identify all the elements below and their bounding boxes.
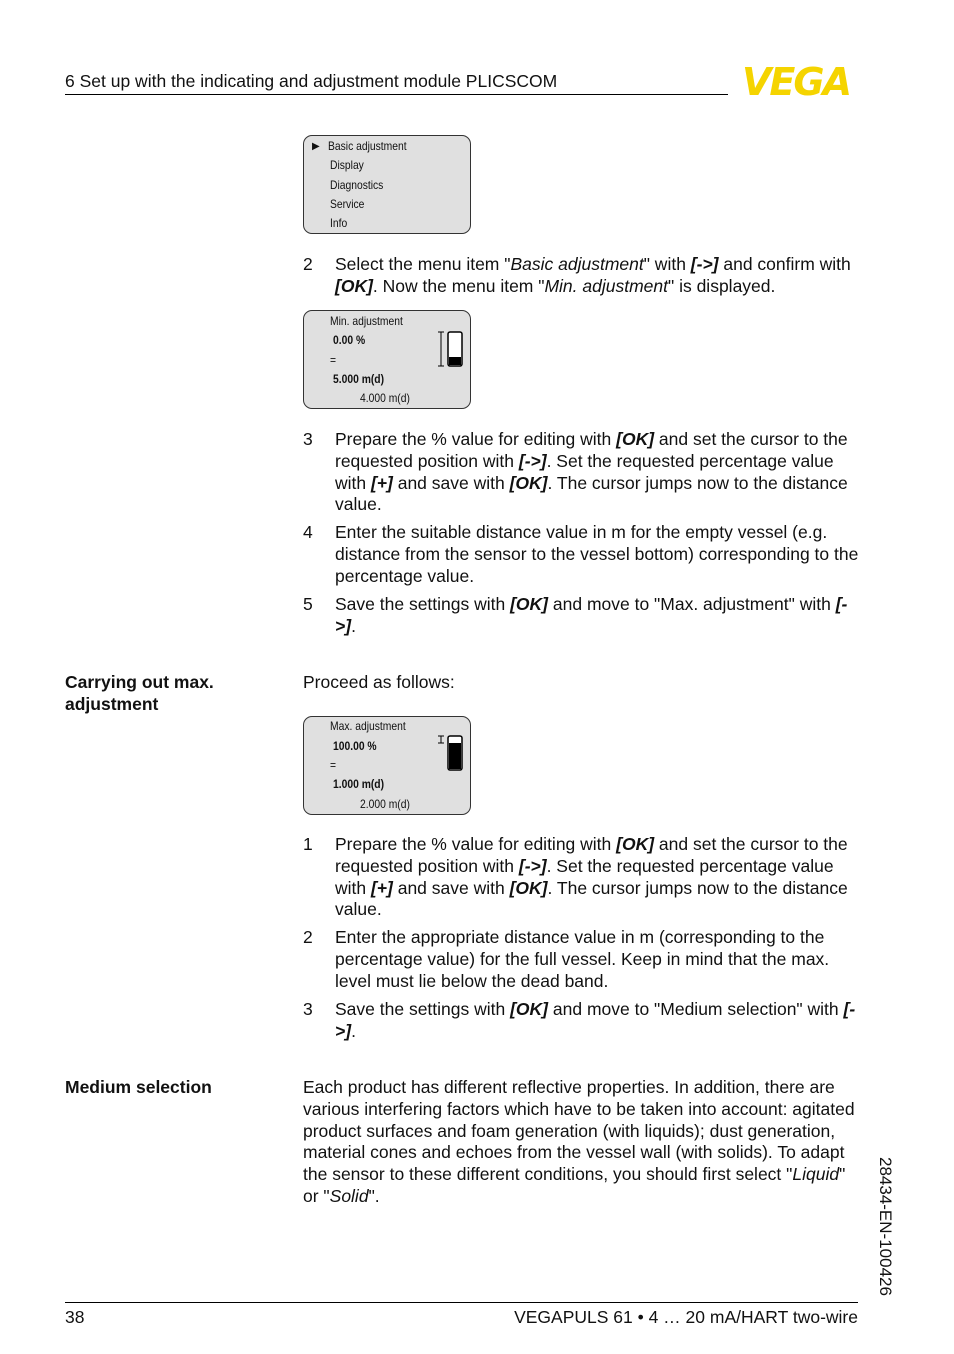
lcd-equals: = [330,353,337,367]
empty-vessel-icon [438,330,464,370]
lcd-distance-value[interactable]: 1.000 m(d) [333,777,385,791]
cursor-arrow-icon: ▶ [312,141,320,152]
step-max-1: 1 Prepare the % value for editing with [OK] and set the cursor to the requested position with [->]. Set the requested percentage value with [+] and save with [OK]. The cursor jumps now to the distance value. [303,834,848,920]
full-vessel-icon [438,734,464,774]
product-name: VEGAPULS 61 • 4 … 20 mA/HART two-wire [514,1307,858,1327]
menu-item-info[interactable]: Info [330,216,348,230]
lcd-percent-value[interactable]: 0.00 % [333,333,366,347]
lcd-measured-value: 2.000 m(d) [360,797,410,811]
step-max-3: 3 Save the settings with [OK] and move to "Medium selection" with [->]. [303,999,856,1041]
menu-item-diagnostics[interactable]: Diagnostics [330,178,384,192]
menu-item-display[interactable]: Display [330,158,364,172]
step-min-4: 4 Enter the suitable distance value in m for the empty vessel (e.g. distance from the sensor to the vessel bottom) corresponding to the percentage value. [303,522,859,586]
menu-item-service[interactable]: Service [330,197,365,211]
medium-paragraph: Each product has different reflective properties. In addition, there are various interfering factors which have to be taken into account: agitated product surfaces and foam generation (with liquids); dust generation, material cones and echoes from the vessel wall (with solids). To adapt the sensor to these different conditions, you should first select "Liquid" or "Solid". [303,1077,855,1206]
header-rule [65,94,728,95]
lcd-percent-value[interactable]: 100.00 % [333,739,377,753]
heading-medium-selection: Medium selection [65,1077,212,1097]
heading-max-adjustment: Carrying out max. adjustment [65,672,214,714]
menu-item-basic-adjustment[interactable]: Basic adjustment [328,139,407,153]
lcd-max-adjustment [303,716,471,815]
step-min-5: 5 Save the settings with [OK] and move to "Max. adjustment" with [->]. [303,594,848,636]
lcd-distance-value[interactable]: 5.000 m(d) [333,372,385,386]
step-min-3: 3 Prepare the % value for editing with [OK] and set the cursor to the requested position with [->]. Set the requested percentage value with [+] and save with [OK]. The cursor jumps now to the distance value. [303,429,848,515]
svg-text:VEGA: VEGA [742,64,850,98]
lcd-title: Max. adjustment [330,719,406,733]
chapter-title: 6 Set up with the indicating and adjustment module PLICSCOM [65,71,558,91]
lcd-min-adjustment [303,310,471,409]
lcd-equals: = [330,758,337,772]
lcd-title: Min. adjustment [330,314,403,328]
page-number: 38 [65,1307,85,1327]
step-min-2: 2 Select the menu item "Basic adjustment" with [->] and confirm with [OK]. Now the menu item "Min. adjustment" is displayed. [303,254,851,296]
lcd-measured-value: 4.000 m(d) [360,391,410,405]
vega-logo [734,64,858,98]
step-max-2: 2 Enter the appropriate distance value in m (corresponding to the percentage value) for the full vessel. Keep in mind that the max. level must lie below the dead band. [303,927,830,991]
document-number: 28434-EN-100426 [876,1157,895,1296]
footer-rule [65,1302,858,1303]
max-intro: Proceed as follows: [303,672,455,692]
lcd-main-menu [303,135,471,234]
